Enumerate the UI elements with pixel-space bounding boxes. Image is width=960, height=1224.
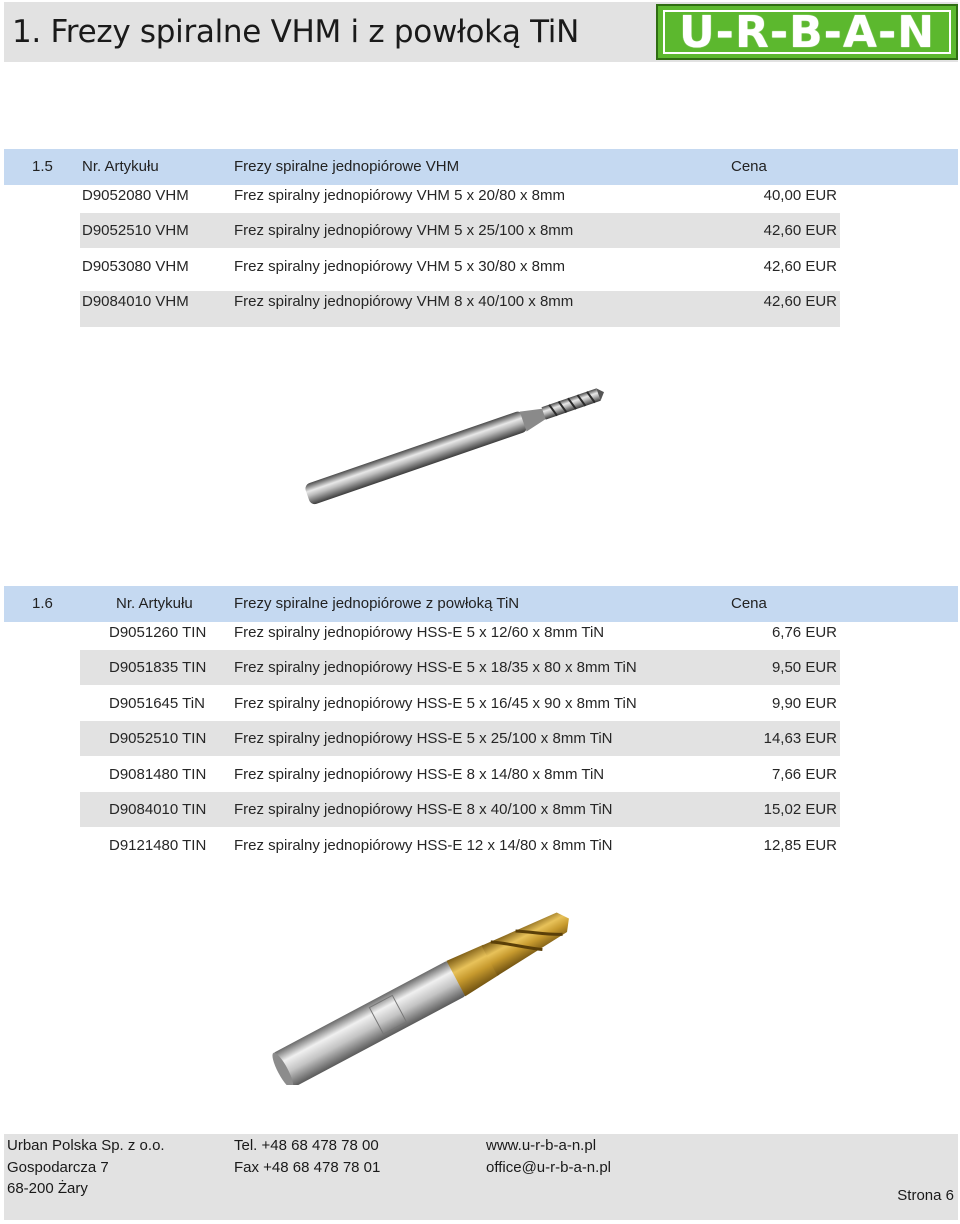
product-price: 14,63 EUR (763, 730, 837, 747)
vhm-end-mill-photo (288, 372, 618, 512)
product-description: Frez spiralny jednopiórowy HSS-E 12 x 14/80 x 8mm TiN (234, 837, 613, 854)
company-name: Urban Polska Sp. z o.o. (7, 1137, 165, 1154)
table-row (80, 792, 840, 827)
article-number: D9052510 VHM (82, 222, 189, 239)
product-price: 9,90 EUR (771, 695, 837, 712)
column-header-price: Cena (731, 595, 767, 612)
website-link[interactable]: www.u-r-b-a-n.pl (486, 1137, 597, 1154)
page-title: 1. Frezy spiralne VHM i z powłoką TiN (12, 14, 579, 50)
article-number: D9051645 TiN (109, 695, 205, 712)
product-price: 12,85 EUR (763, 837, 837, 854)
email-link[interactable]: office@u-r-b-a-n.pl (486, 1159, 611, 1176)
page-header (4, 2, 958, 62)
product-description: Frez spiralny jednopiórowy HSS-E 8 x 40/100 x 8mm TiN (234, 801, 613, 818)
table-row (80, 249, 840, 284)
article-number: D9051835 TIN (109, 659, 207, 676)
product-price: 7,66 EUR (771, 766, 837, 783)
column-header-price: Cena (731, 158, 767, 175)
column-header-article-number: Nr. Artykułu (116, 595, 193, 612)
page-number: Strona 6 (897, 1187, 954, 1204)
product-description: Frez spiralny jednopiórowy HSS-E 5 x 16/45 x 90 x 8mm TiN (234, 695, 637, 712)
urban-logo-text: U-R-B-A-N (663, 10, 951, 54)
article-number: D9081480 TIN (109, 766, 207, 783)
company-street: Gospodarcza 7 (7, 1159, 109, 1176)
product-description: Frez spiralny jednopiórowy HSS-E 5 x 18/35 x 80 x 8mm TiN (234, 659, 637, 676)
section-number: 1.6 (32, 595, 53, 612)
column-header-article-number: Nr. Artykułu (82, 158, 159, 175)
product-price: 42,60 EUR (763, 293, 837, 310)
product-description: Frez spiralny jednopiórowy VHM 5 x 20/80 x 8mm (234, 187, 565, 204)
page-footer (4, 1134, 958, 1220)
table-row (80, 178, 840, 213)
table-row (80, 291, 840, 327)
table-row (80, 213, 840, 248)
article-number: D9052510 TIN (109, 730, 207, 747)
article-number: D9084010 TIN (109, 801, 207, 818)
product-description: Frez spiralny jednopiórowy VHM 5 x 30/80 x 8mm (234, 258, 565, 275)
table-row (80, 828, 840, 863)
article-number: D9121480 TIN (109, 837, 207, 854)
product-description: Frez spiralny jednopiórowy VHM 5 x 25/100 x 8mm (234, 222, 574, 239)
article-number: D9052080 VHM (82, 187, 189, 204)
product-price: 42,60 EUR (763, 222, 837, 239)
table-row (80, 757, 840, 792)
column-header-description: Frezy spiralne jednopiórowe z powłoką TiN (234, 595, 520, 612)
company-city: 68-200 Żary (7, 1180, 88, 1197)
urban-logo (656, 4, 958, 60)
article-number: D9051260 TIN (109, 624, 207, 641)
product-price: 42,60 EUR (763, 258, 837, 275)
table-row (80, 615, 840, 650)
column-header-description: Frezy spiralne jednopiórowe VHM (234, 158, 460, 175)
phone-number: Tel. +48 68 478 78 00 (234, 1137, 379, 1154)
section-number: 1.5 (32, 158, 53, 175)
table-row (80, 650, 840, 685)
table-row (80, 721, 840, 756)
article-number: D9053080 VHM (82, 258, 189, 275)
product-description: Frez spiralny jednopiórowy VHM 8 x 40/100 x 8mm (234, 293, 574, 310)
product-description: Frez spiralny jednopiórowy HSS-E 5 x 25/100 x 8mm TiN (234, 730, 613, 747)
product-description: Frez spiralny jednopiórowy HSS-E 5 x 12/60 x 8mm TiN (234, 624, 605, 641)
product-price: 6,76 EUR (771, 624, 837, 641)
tin-end-mill-photo (250, 900, 600, 1085)
product-price: 9,50 EUR (771, 659, 837, 676)
product-price: 15,02 EUR (763, 801, 837, 818)
product-description: Frez spiralny jednopiórowy HSS-E 8 x 14/80 x 8mm TiN (234, 766, 605, 783)
fax-number: Fax +48 68 478 78 01 (234, 1159, 381, 1176)
article-number: D9084010 VHM (82, 293, 189, 310)
product-price: 40,00 EUR (763, 187, 837, 204)
table-row (80, 686, 840, 721)
